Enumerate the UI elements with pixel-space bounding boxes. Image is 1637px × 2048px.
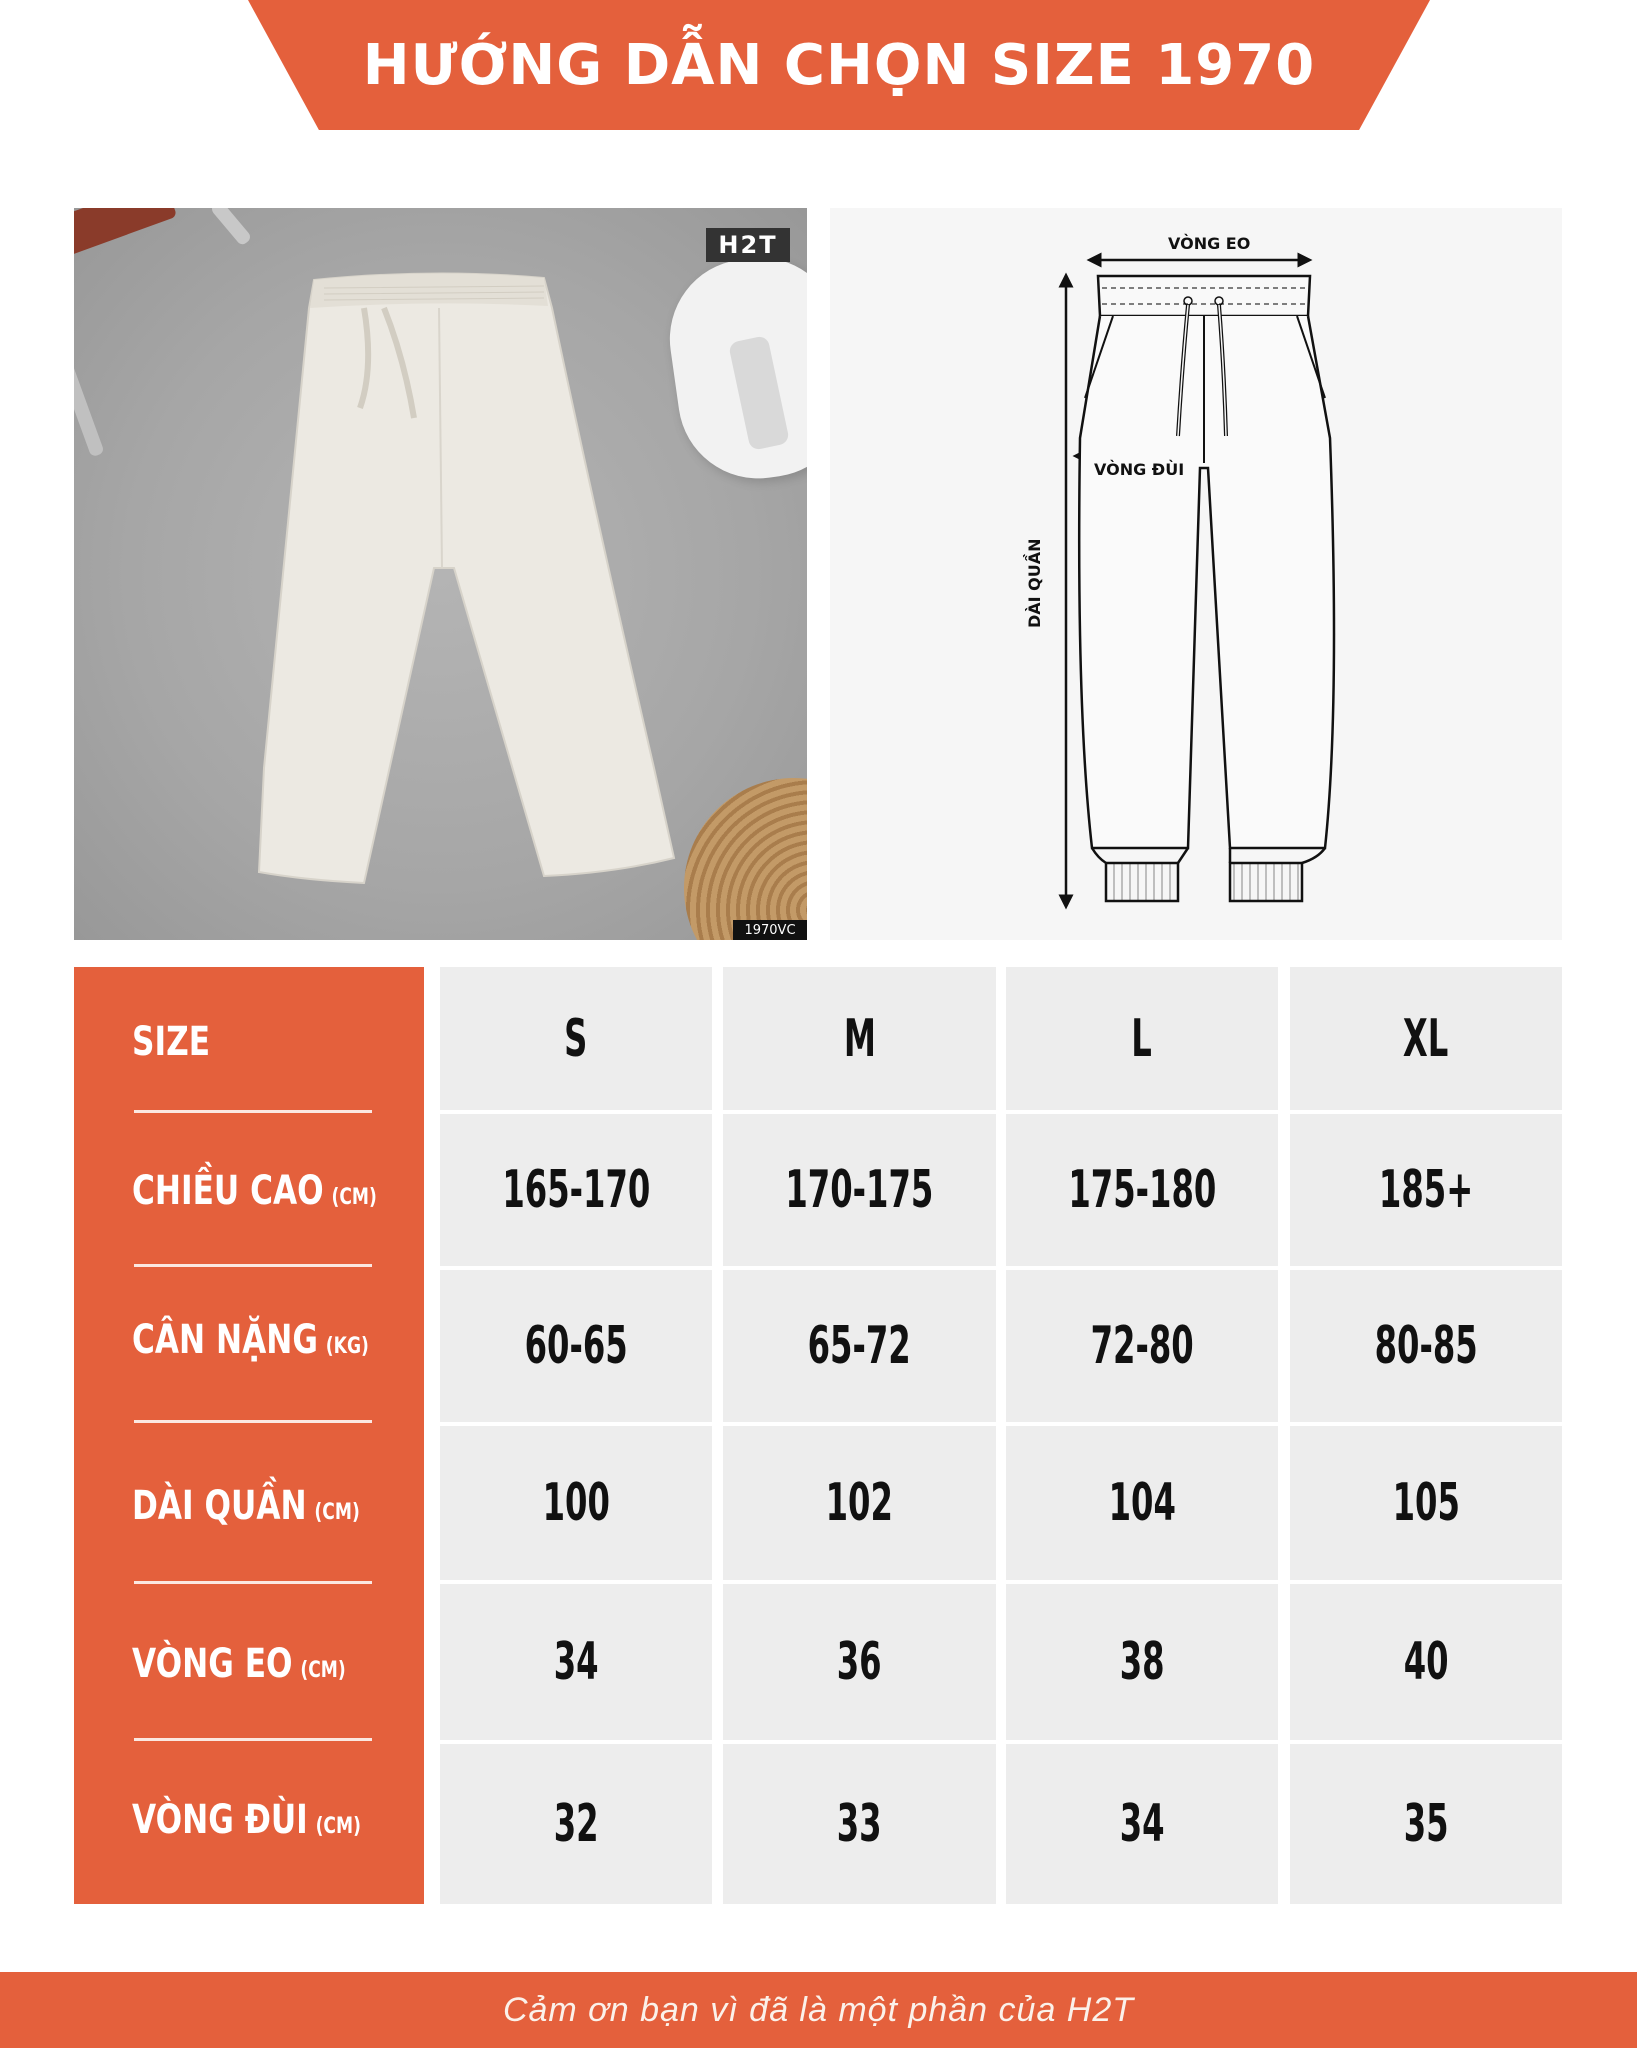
cell-value: 185+ [1378, 1160, 1474, 1220]
row-label-text: VÒNG ĐÙI [132, 1797, 308, 1843]
divider [134, 1110, 372, 1113]
size-header-s [440, 967, 712, 1110]
pants-diagram-icon [830, 208, 1562, 940]
size-header-text: SIZE [132, 1019, 211, 1065]
size-header-m [723, 967, 996, 1110]
table-cell [1006, 1114, 1278, 1266]
thigh-label: VÒNG ĐÙI [1094, 460, 1185, 479]
row-label-thigh [132, 1797, 361, 1843]
cell-value: 170-175 [785, 1160, 934, 1220]
table-cell [1006, 1426, 1278, 1580]
table-cell [1290, 1744, 1562, 1904]
page-title: HƯỚNG DẪN CHỌN SIZE 1970 [362, 32, 1316, 98]
row-label-weight [132, 1317, 369, 1363]
size-text: M [843, 1008, 876, 1069]
row-unit: (CM) [331, 1185, 377, 1210]
cell-value: 34 [1119, 1794, 1165, 1854]
cell-value: 105 [1392, 1473, 1460, 1533]
cell-value: 72-80 [1090, 1316, 1194, 1376]
measurement-diagram [830, 208, 1562, 940]
row-unit: (KG) [325, 1334, 369, 1359]
cell-value: 34 [553, 1632, 599, 1692]
table-cell [440, 1270, 712, 1422]
table-cell [1006, 1584, 1278, 1740]
row-label-length [132, 1483, 360, 1529]
row-label-text: CÂN NẶNG [132, 1317, 319, 1363]
size-text: XL [1403, 1008, 1449, 1069]
table-cell [440, 1426, 712, 1580]
size-text: S [564, 1008, 588, 1069]
cell-value: 80-85 [1374, 1316, 1478, 1376]
cell-value: 165-170 [502, 1160, 650, 1220]
cell-value: 60-65 [524, 1316, 628, 1376]
divider [134, 1264, 372, 1267]
brand-logo: H2T [706, 228, 790, 262]
table-cell [1006, 1744, 1278, 1904]
table-cell [723, 1426, 996, 1580]
row-unit: (CM) [315, 1814, 361, 1839]
waist-label: VÒNG EO [1168, 234, 1251, 253]
table-cell [723, 1584, 996, 1740]
size-table-label-column [74, 967, 424, 1904]
table-cell [723, 1744, 996, 1904]
cell-value: 36 [837, 1632, 882, 1692]
cell-value: 100 [542, 1473, 610, 1533]
footer-text: Cảm ơn bạn vì đã là một phần của H2T [502, 1990, 1135, 2029]
row-label-text: DÀI QUẦN [132, 1483, 307, 1529]
cell-value: 102 [825, 1473, 894, 1533]
pants-photo-illustration [74, 208, 807, 940]
table-cell [1006, 1270, 1278, 1422]
row-label-text: VÒNG EO [132, 1641, 293, 1687]
divider [134, 1420, 372, 1423]
cell-value: 33 [837, 1794, 882, 1854]
size-header-label [132, 1019, 210, 1065]
table-cell [1290, 1426, 1562, 1580]
divider [134, 1581, 372, 1584]
table-cell [440, 1114, 712, 1266]
table-cell [1290, 1584, 1562, 1740]
table-cell [1290, 1114, 1562, 1266]
product-photo [74, 208, 807, 940]
size-text: L [1131, 1008, 1153, 1069]
size-header-l [1006, 967, 1278, 1110]
cell-value: 65-72 [807, 1316, 912, 1376]
size-header-xl [1290, 967, 1562, 1110]
row-label-text: CHIỀU CAO [132, 1168, 324, 1214]
cell-value: 32 [553, 1794, 599, 1854]
footer-banner [0, 1972, 1637, 2048]
cell-value: 40 [1403, 1632, 1449, 1692]
cell-value: 175-180 [1068, 1160, 1216, 1220]
cell-value: 38 [1119, 1632, 1165, 1692]
row-unit: (CM) [300, 1658, 346, 1683]
row-unit: (CM) [314, 1500, 360, 1525]
cell-value: 104 [1108, 1473, 1176, 1533]
divider [134, 1738, 372, 1741]
length-label: DÀI QUẦN [1025, 538, 1044, 628]
table-cell [723, 1270, 996, 1422]
cell-value: 35 [1403, 1794, 1449, 1854]
table-cell [1290, 1270, 1562, 1422]
product-code-tag: 1970VC [733, 920, 807, 940]
table-cell [723, 1114, 996, 1266]
table-cell [440, 1744, 712, 1904]
row-label-waist [132, 1641, 346, 1687]
table-cell [440, 1584, 712, 1740]
row-label-height [132, 1168, 377, 1214]
